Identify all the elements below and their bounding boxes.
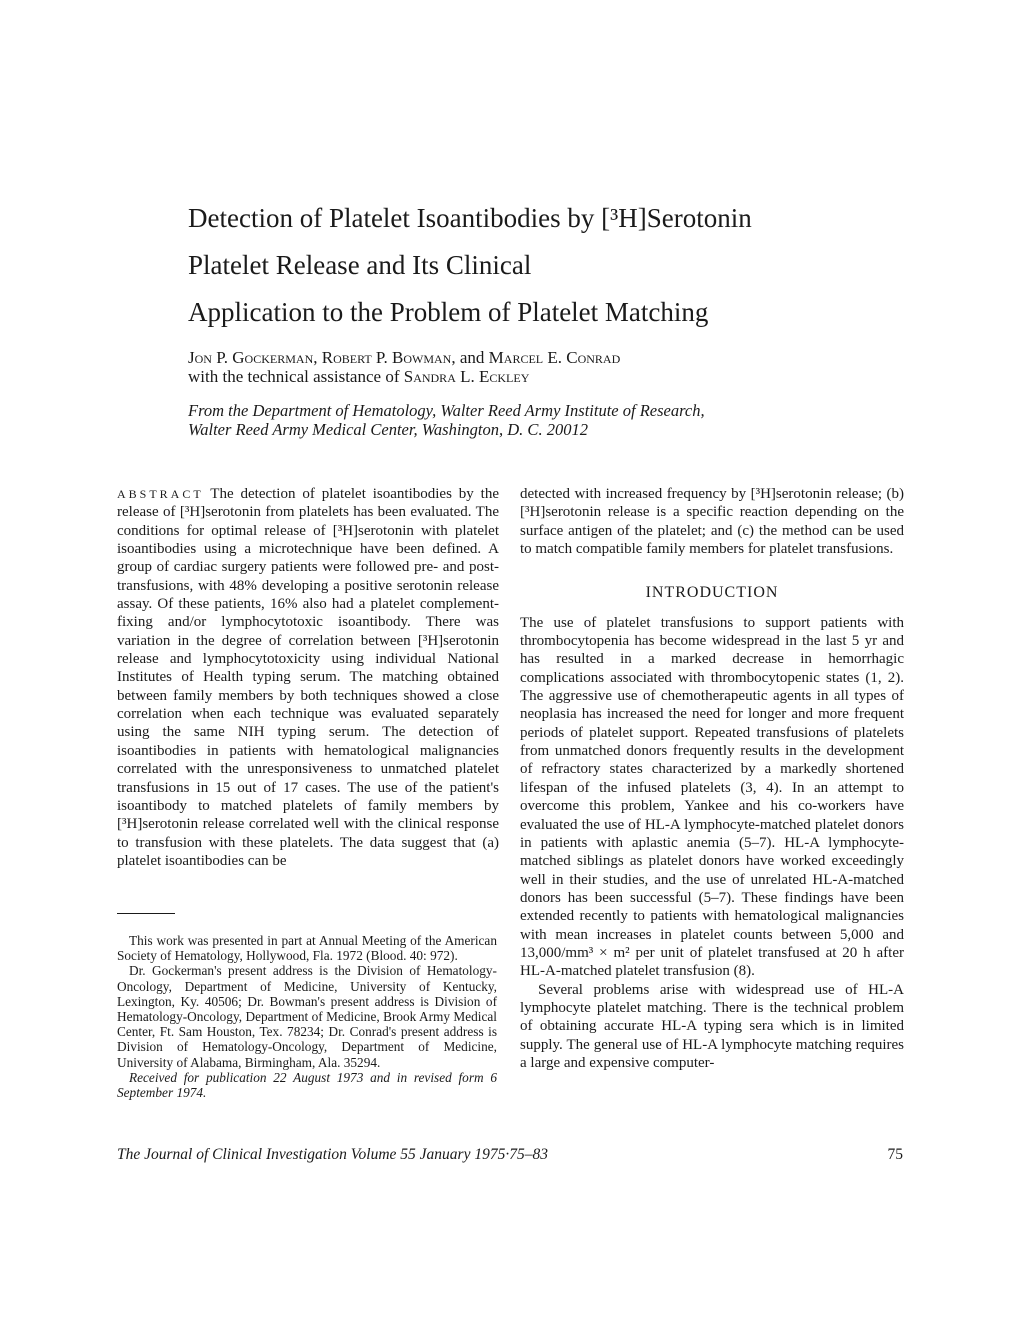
page-footer (117, 1146, 903, 1164)
article-title (188, 195, 828, 336)
author-2-first: Robert P. (321, 348, 393, 367)
title-line-1: Detection of Platelet Isoantibodies by [³H]Serotonin (188, 203, 752, 233)
right-column (520, 485, 904, 1072)
author-3-first: Marcel E. (488, 348, 567, 367)
author-list (188, 348, 620, 386)
introduction-heading: INTRODUCTION (645, 584, 779, 602)
author-names (188, 348, 620, 367)
title-line-2: Platelet Release and Its Clinical (188, 250, 532, 280)
author-separator-1: , (313, 348, 322, 367)
author-1-last: Gockerman (232, 348, 314, 367)
technical-assistance (188, 367, 620, 386)
footnote-addresses: Dr. Gockerman's present address is the Division of Hematology-Oncology, Department of Medicine, University of Kentucky, Lexington, Ky. 40506; Dr. Bowman's present address is Division of Hematology-Oncology, Department of Medicine, Brook Army Medical Center, Ft. Sam Houston, Tex. 78234; Dr. Conrad's present address is Division of Hematology-Oncology, Department of Medicine, University of Alabama, Birmingham, Ala. 35294. (117, 963, 497, 1070)
footnote-presentation: This work was presented in part at Annual Meeting of the American Society of Hematology, Hollywood, Fla. 1972 (Blood. 40: 972). (117, 933, 497, 964)
page-number: 75 (887, 1146, 903, 1163)
abstract-text-left: The detection of platelet isoantibodies by the release of [³H]serotonin from platelets has been evaluated. The conditions for optimal release of [³H]serotonin with platelet isoantibodies using a microtechnique have been defined. A group of cardiac surgery patients were followed pre- and post-transfusions, with 48% developing a positive serotonin release assay. Of these patients, 16% also had a platelet complement-fixing and/or lymphocytotoxic isoantibody. There was variation in the degree of correlation between [³H]serotonin release and lymphocytotoxicity using individual National Institutes of Health typing serum. The matching obtained between family members by both techniques showed a close correlation when each technique was evaluated separately using the same NIH typing serum. The detection of isoantibodies in patients with hematological malignancies correlated with the unresponsiveness to unmatched platelet transfusions in 15 out of 17 cases. The use of the patient's isoantibody to matched platelets of family members by [³H]serotonin release correlated well with the clinical response to transfusion with these platelets. The data suggest that (a) platelet isoantibodies can be (117, 486, 499, 869)
journal-citation: The Journal of Clinical Investigation Volume 55 January 1975·75–83 (117, 1146, 548, 1163)
abstract-label: ABSTRACT (117, 487, 204, 501)
footnotes (117, 933, 497, 1100)
introduction-paragraph-2: Several problems arise with widespread use of HL-A lymphocyte platelet matching. There is the technical problem of obtaining accurate HL-A typing sera which is in limited supply. The general use of HL-A lymphocyte matching requires a large and expensive computer- (520, 981, 904, 1071)
affiliation-line-2: Walter Reed Army Medical Center, Washington, D. C. 20012 (188, 420, 588, 439)
abstract-paragraph (117, 485, 499, 870)
affiliation (188, 401, 788, 439)
author-separator-2: , and (451, 348, 489, 367)
introduction-paragraph-1: The use of platelet transfusions to support patients with thrombocytopenia has become widespread in the last 5 yr and has resulted in a marked decrease in hemorrhagic complications associated with thrombocytopenic states (1, 2). The aggressive use of chemotherapeutic agents in all types of neoplasia has increased the need for longer and more frequent periods of platelet support. Repeated transfusions of platelets from unmatched donors frequently results in the development of refractory states characterized by a markedly shortened lifespan of the infused platelets (3, 4). In an attempt to overcome this problem, Yankee and his co-workers have evaluated the use of HL-A lymphocyte-matched platelet donors in patients with aplastic anemia (5–7). HL-A lymphocyte-matched siblings as platelet donors have worked exceedingly well in their studies, and the use of unrelated HL-A-matched donors has been successful (5–7). These findings have been extended recently to patients with hematological malignancies with mean increases in platelet counts between 5,000 and 13,000/mm³ × m² per unit of platelet transfused at 20 h after HL-A-matched platelet transfusion (8). (520, 614, 904, 980)
title-line-3: Application to the Problem of Platelet Matching (188, 297, 709, 327)
assistant-name: Sandra L. Eckley (403, 367, 530, 386)
author-3-last: Conrad (566, 348, 621, 367)
footnote-received: Received for publication 22 August 1973 and in revised form 6 September 1974. (117, 1069, 497, 1101)
footnote-divider (117, 913, 175, 914)
author-2-last: Bowman (392, 348, 452, 367)
assistance-prefix: with the technical assistance of (188, 367, 404, 386)
abstract-text-right: detected with increased frequency by [³H]serotonin release; (b) [³H]serotonin release is a specific reaction depending on the surface antigen of the platelet; and (c) the method can be used to match compatible family members for platelet transfusions. (520, 486, 904, 558)
left-column (117, 485, 499, 870)
affiliation-line-1: From the Department of Hematology, Walter Reed Army Institute of Research, (188, 401, 705, 420)
author-1-first: Jon P. (188, 348, 233, 367)
